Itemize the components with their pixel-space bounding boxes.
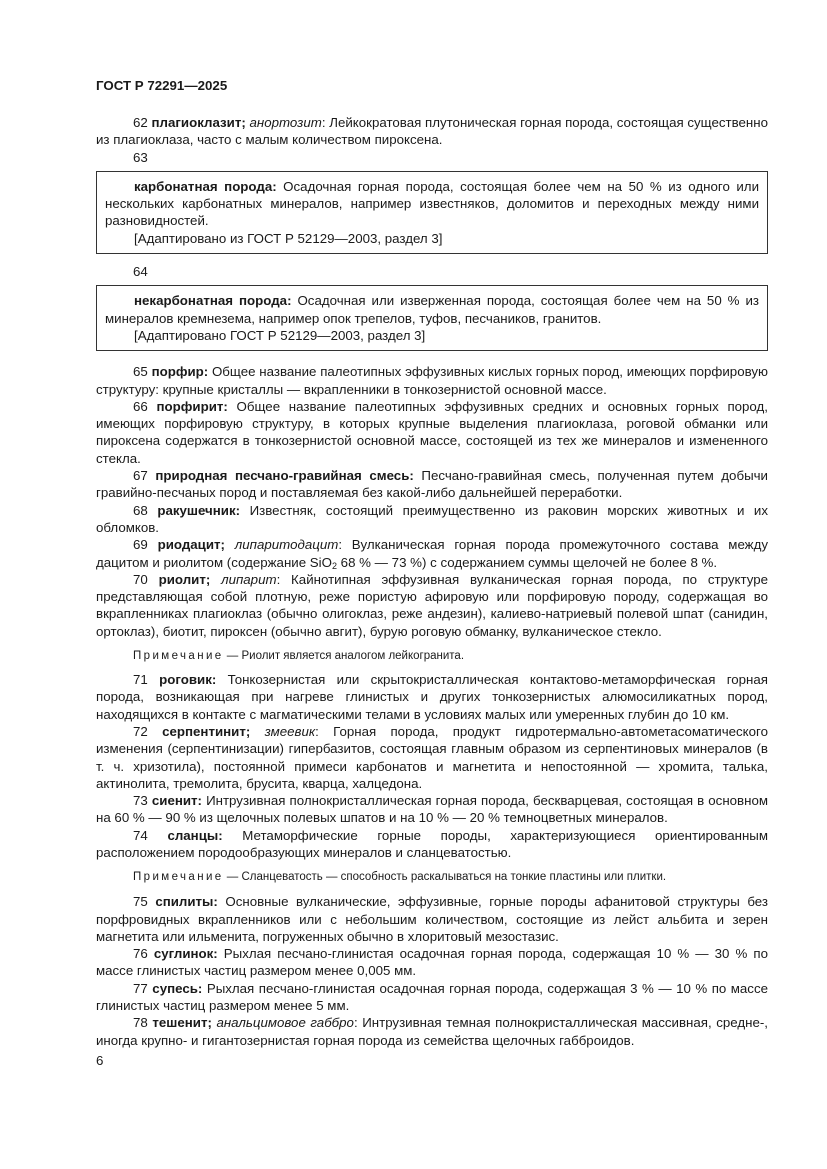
- entry-77: [96, 980, 768, 1015]
- entry-term: сиенит:: [151, 793, 202, 809]
- entry-number: 70: [133, 571, 148, 587]
- page-number: 6: [96, 1053, 104, 1068]
- entry-term: плагиоклазит;: [151, 115, 246, 130]
- entry-64: [105, 292, 759, 327]
- entry-62: [96, 114, 768, 149]
- entry-64-number: 64: [133, 264, 148, 280]
- entry-definition: : Кайнотипная эффузивная вулканическая горная порода, по структуре представляющая собой плотную, реже пористую афировую или порфировую породу, содержащая во вкрапленниках плагиоклаз (обычно олигоклаз, реже андезин), калиево-натриевый полевой шпат (санидин, ортоклаз), биотит, пироксен (обычно авгит), бурую роговую обманку, вулканическое стекло.: [96, 571, 768, 639]
- entry-number: 71: [133, 672, 148, 688]
- subscript: 2: [331, 560, 337, 571]
- entry-definition: : Вулканическая горная порода промежуточного состава между дацитом и риолитом (содержание SiO: [96, 537, 768, 570]
- entry-number: 72: [133, 723, 148, 739]
- entry-definition: Основные вулканические, эффузивные, горные породы афанитовой структуры без порфровидных вкрапленников или с небольшим количеством, состоящие из лейст альбита и зерен магнетита или ильменита, погруженных обычно в хлоритовый мезостазис.: [96, 894, 768, 944]
- note-2: [96, 869, 768, 885]
- document-body: [96, 114, 768, 1049]
- entry-number: 66: [133, 398, 148, 414]
- entry-69: [96, 536, 768, 571]
- entry-term: спилиты:: [155, 894, 218, 910]
- entry-synonym: анортозит: [249, 115, 322, 130]
- entry-term: суглинок:: [153, 946, 218, 962]
- entry-66: [96, 398, 768, 467]
- entry-term: риолит;: [158, 571, 211, 587]
- entry-number: 75: [133, 894, 148, 910]
- entry-definition: Песчано-гравийная смесь, полученная путем добычи гравийно-песчаных пород и поставляемая без какой-либо дальнейшей переработки.: [96, 468, 768, 501]
- entry-synonym: анальцимовое габбро: [216, 1015, 354, 1031]
- entry-78: [96, 1014, 768, 1049]
- entry-number: 77: [133, 980, 148, 996]
- entry-65: [96, 363, 768, 398]
- note-label: Примечание: [133, 650, 224, 663]
- entry-67: [96, 467, 768, 502]
- entry-term: супесь:: [152, 980, 203, 996]
- entry-63: [105, 178, 759, 230]
- entry-definition: Рыхлая песчано-глинистая осадочная горная порода, содержащая 10 % — 30 % по массе глинистых частиц размером менее 0,005 мм.: [96, 946, 768, 979]
- entry-definition-cont: 68 % — 73 %) с содержанием суммы щелочей не более 8 %.: [336, 554, 718, 570]
- entry-63-number: 63: [133, 149, 148, 165]
- entry-number: 78: [133, 1015, 148, 1031]
- entry-term: карбонатная порода:: [134, 178, 277, 194]
- entry-definition: Тонкозернистая или скрытокристаллическая контактово-метаморфическая горная порода, возникающая при нагреве глинистых и других тонкозернистых алюмосиликатных пород, находящихся в контакте с магматическими телами в условиях малых или умеренных глубин до 10 км.: [96, 672, 768, 722]
- entry-term: некарбонатная порода:: [134, 293, 292, 309]
- entry-definition: Метаморфические горные породы, характеризующиеся ориентированным расположением породообразующих минералов и сланцеватостью.: [96, 827, 768, 860]
- entry-number: 62: [133, 115, 148, 130]
- entry-74: [96, 827, 768, 862]
- entry-definition: Общее название палеотипных эффузивных средних и основных горных пород, имеющих порфировую структуру, в которых крупные выделения плагиоклаза, роговой обманки или пироксена содержатся в тонкозернистой основной массе, состоящей из тех же минералов и измененного стекла.: [96, 398, 768, 466]
- entry-term: серпентинит;: [162, 723, 251, 739]
- entry-definition: Осадочная горная порода, состоящая более чем на 50 % из одного или нескольких карбонатных минералов, например известняков, доломитов и переходных между ними разновидностей.: [105, 178, 759, 229]
- entry-synonym: липарит: [221, 571, 277, 587]
- entry-term: порфир:: [151, 364, 209, 380]
- entry-synonym: змеевик: [264, 723, 316, 739]
- note-text: — Риолит является аналогом лейкогранита.: [223, 650, 465, 663]
- entry-definition: Рыхлая песчано-глинистая осадочная горная порода, содержащая 3 % — 10 % по массе глинистых частиц размером менее 5 мм.: [96, 980, 769, 1014]
- entry-number: 76: [133, 946, 148, 962]
- note-label: Примечание: [133, 871, 224, 884]
- entry-term: риодацит;: [157, 537, 225, 553]
- document-header: ГОСТ Р 72291—2025: [96, 78, 228, 93]
- note-text: — Сланцеватость — способность раскалываться на тонкие пластины или плитки.: [223, 871, 667, 884]
- entry-term: ракушечник:: [157, 502, 241, 518]
- entry-number: 74: [133, 827, 148, 843]
- entry-term: природная песчано-гравийная смесь:: [155, 468, 414, 484]
- entry-64-box: [96, 285, 768, 351]
- entry-number: 69: [133, 537, 148, 553]
- entry-definition: : Интрузивная темная полнокристаллическая массивная, средне-, иногда крупно- и гигантозернистая горная порода из семейства щелочных габброидов.: [96, 1015, 768, 1048]
- entry-75: [96, 893, 768, 945]
- entry-71: [96, 671, 768, 723]
- entry-76: [96, 945, 768, 980]
- entry-definition: Общее название палеотипных эффузивных кислых горных пород, имеющих порфировую структуру: крупные кристаллы — вкрапленники в тонкозернистой основной массе.: [96, 364, 768, 397]
- entry-number: 73: [133, 793, 148, 809]
- entry-definition: : Лейкократовая плутоническая горная порода, состоящая существенно из плагиоклаза, часто с малым количеством пироксена.: [96, 115, 768, 148]
- note-1: [96, 648, 768, 664]
- entry-73: [96, 792, 768, 827]
- entry-72: [96, 723, 768, 792]
- entry-number: 67: [133, 468, 148, 484]
- entry-definition: Осадочная или изверженная порода, состоящая более чем на 50 % из минералов кремнезема, например опок трепелов, туфов, песчаников, гранитов.: [105, 293, 759, 326]
- entry-source: [Адаптировано из ГОСТ Р 52129—2003, раздел 3]: [134, 230, 443, 246]
- entry-definition: Интрузивная полнокристаллическая горная порода, бескварцевая, состоящая в основном на 60 % — 90 % из щелочных полевых шпатов и на 10 % — 20 % темноцветных минералов.: [96, 793, 768, 826]
- entry-term: порфирит:: [156, 398, 228, 414]
- entry-definition: Известняк, состоящий преимущественно из раковин морских животных и их обломков.: [96, 502, 768, 535]
- entry-term: сланцы:: [167, 827, 223, 843]
- entry-term: роговик:: [159, 672, 217, 688]
- entry-number: 65: [133, 364, 148, 380]
- entry-number: 68: [133, 502, 148, 518]
- entry-synonym: липаритодацит: [234, 537, 339, 553]
- entry-70: [96, 571, 768, 640]
- entry-68: [96, 502, 768, 537]
- entry-source: [Адаптировано ГОСТ Р 52129—2003, раздел 3]: [134, 327, 426, 343]
- entry-term: тешенит;: [152, 1015, 212, 1031]
- entry-definition: : Горная порода, продукт гидротермально-автометасоматического изменения (серпентинизации) гипербазитов, состоящая главным образом из серпентиновых минералов (в т. ч. хризотила), постоянной примеси карбонатов и магнетита и непостоянной — хромита, талька, актинолита, тремолита, брусита, кварца, халцедона.: [96, 723, 768, 791]
- entry-63-box: [96, 171, 768, 254]
